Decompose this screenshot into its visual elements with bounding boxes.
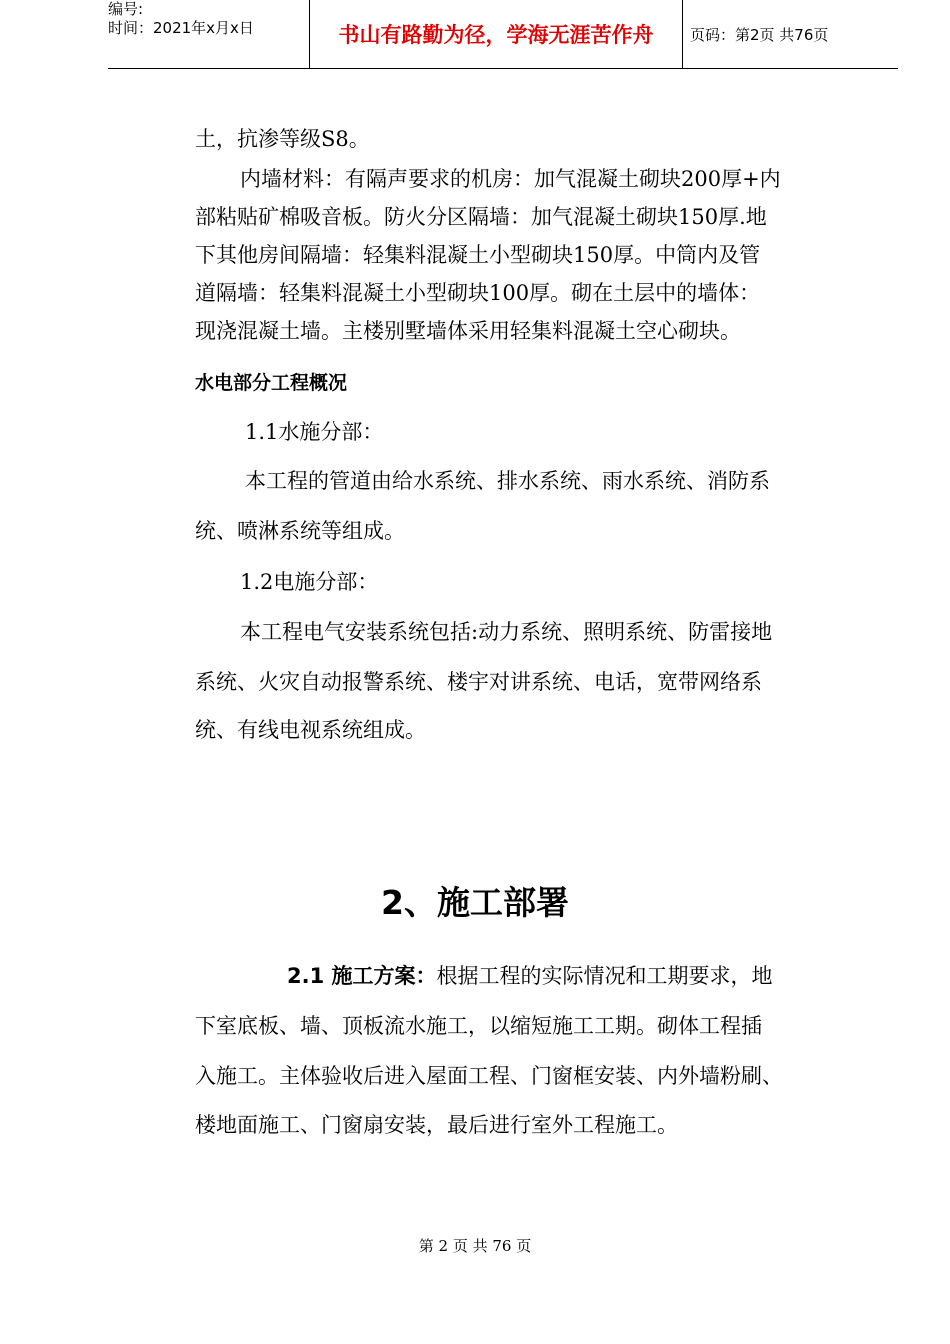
header-motto: 书山有路勤为径，学海无涯苦作舟 — [309, 0, 683, 68]
header-number-label: 编号: — [108, 0, 144, 18]
paragraph-line: 现浇混凝土墙。主楼别墅墙体采用轻集料混凝土空心砌块。 — [195, 319, 741, 343]
section-2-1-first-line — [287, 962, 773, 990]
paragraph-line: 入施工。主体验收后进入屋面工程、门窗框安装、内外墙粉刷、 — [195, 1064, 783, 1088]
paragraph-line: 内墙材料：有隔声要求的机房：加气混凝土砌块200厚+内 — [240, 167, 781, 191]
paragraph-line: 根据工程的实际情况和工期要求，地 — [436, 964, 773, 988]
section-heading-water-electric: 水电部分工程概况 — [195, 372, 348, 394]
header-date-label: 时间：2021年x月x日 — [108, 19, 254, 37]
chapter-title: 2、施工部署 — [381, 883, 569, 922]
paragraph-line: 本工程的管道由给水系统、排水系统、雨水系统、消防系 — [245, 469, 770, 493]
header-page-label: 页码：第2页 共76页 — [690, 25, 829, 44]
paragraph-line: 下室底板、墙、顶板流水施工，以缩短施工工期。砌体工程插 — [195, 1014, 762, 1038]
header-meta — [108, 0, 308, 68]
paragraph-line: 楼地面施工、门窗扇安装，最后进行室外工程施工。 — [195, 1113, 678, 1137]
subsection-heading: 1.1水施分部： — [245, 420, 384, 444]
subsection-heading: 1.2电施分部： — [240, 570, 379, 594]
paragraph-line: 土，抗渗等级S8。 — [195, 127, 370, 151]
paragraph-line: 下其他房间隔墙：轻集料混凝土小型砌块150厚。中筒内及管 — [195, 243, 761, 267]
paragraph-line: 道隔墙：轻集料混凝土小型砌块100厚。砌在土层中的墙体： — [195, 281, 761, 305]
paragraph-line: 统、有线电视系统组成。 — [195, 718, 426, 742]
paragraph-line: 部粘贴矿棉吸音板。防火分区隔墙：加气混凝土砌块150厚.地 — [195, 205, 767, 229]
page-footer: 第 2 页 共 76 页 — [418, 1237, 532, 1255]
page-header — [108, 0, 898, 69]
paragraph-line: 本工程电气安装系统包括:动力系统、照明系统、防雷接地 — [240, 620, 773, 644]
paragraph-line: 统、喷淋系统等组成。 — [195, 519, 405, 543]
section-2-1-label: 2.1 施工方案： — [287, 964, 437, 988]
paragraph-line: 系统、火灾自动报警系统、楼宇对讲系统、电话，宽带网络系 — [195, 670, 762, 694]
